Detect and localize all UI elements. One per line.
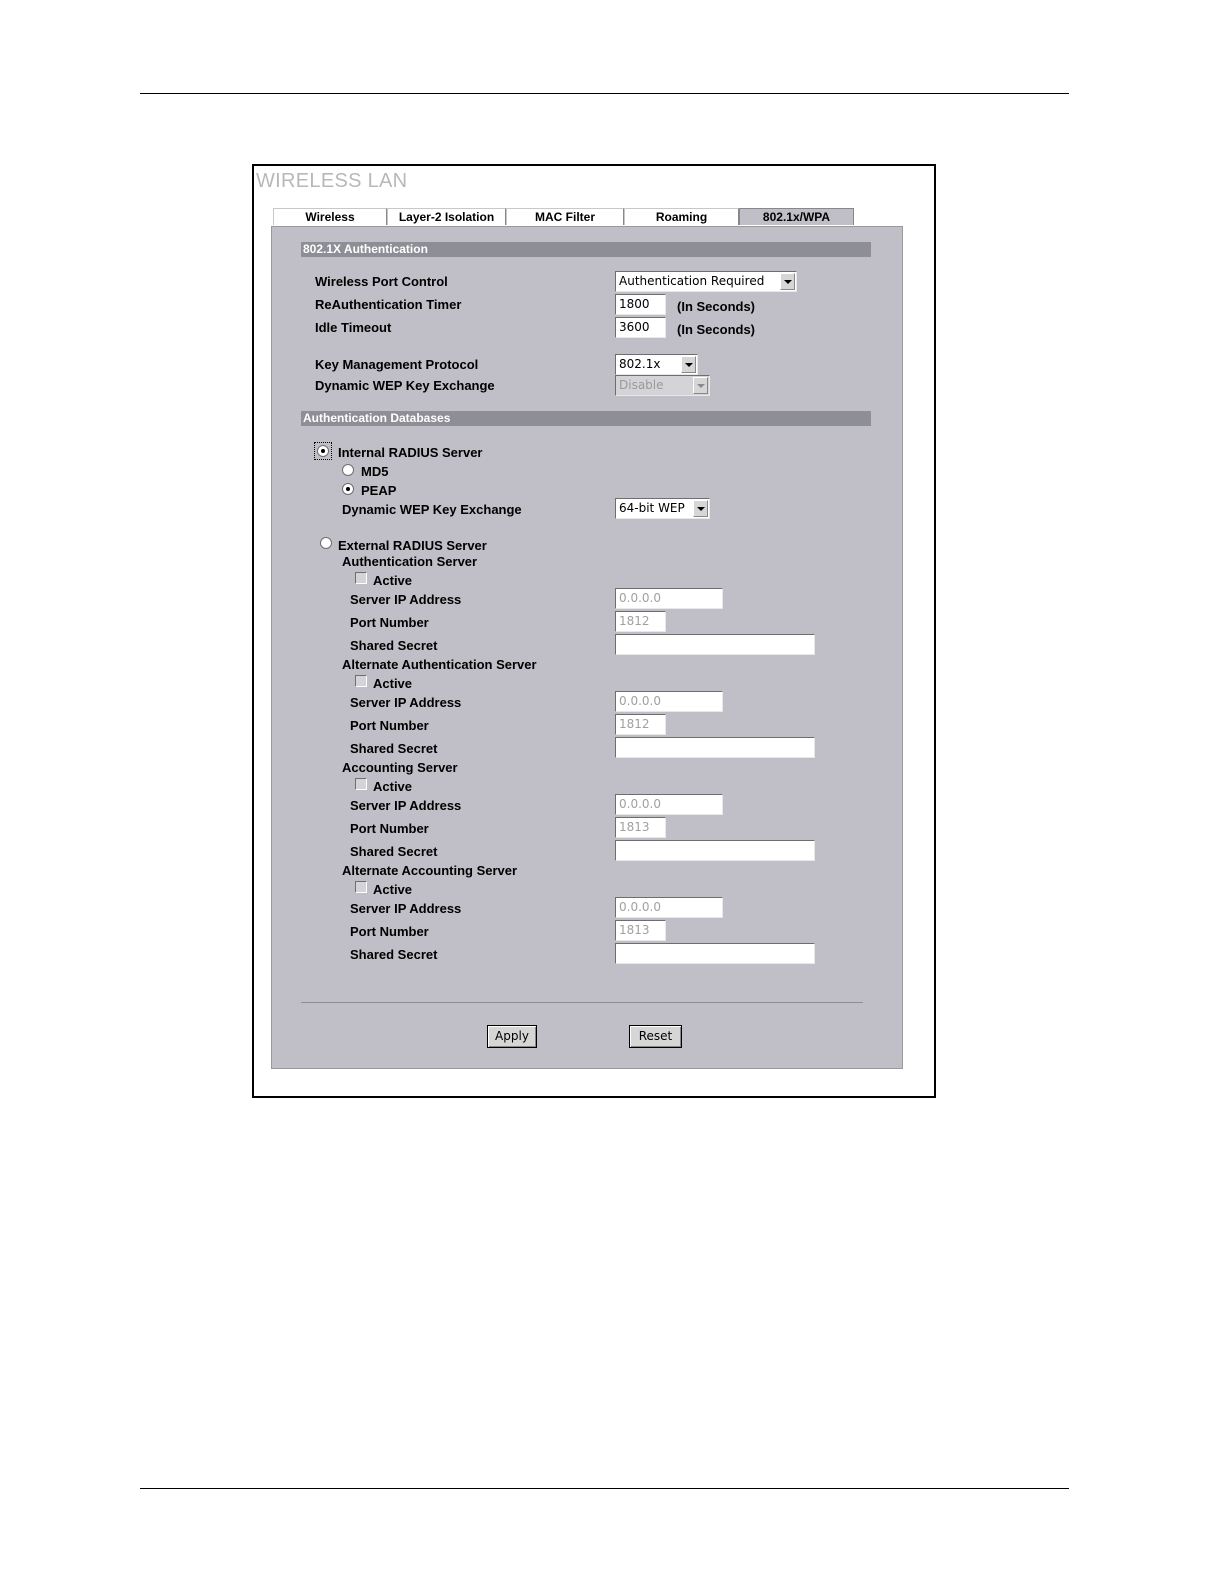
section-header-auth-db: Authentication Databases	[301, 411, 871, 426]
reauth-timer-label: ReAuthentication Timer	[315, 297, 462, 312]
internal-radius-radio[interactable]	[317, 445, 329, 457]
acct-server-secret-input	[615, 840, 815, 861]
tab-label: Wireless	[305, 210, 355, 224]
auth-server-port-label: Port Number	[350, 615, 429, 630]
tab-label: Roaming	[655, 210, 708, 224]
idle-timeout-unit: (In Seconds)	[677, 322, 756, 337]
reauth-timer-unit: (In Seconds)	[677, 299, 756, 314]
reset-button[interactable]: Reset	[629, 1025, 682, 1048]
alt-auth-server-secret-input	[615, 737, 815, 758]
alt-auth-server-port-input: 1812	[615, 714, 666, 735]
chevron-down-icon	[693, 377, 708, 394]
peap-label: PEAP	[361, 483, 397, 498]
acct-server-ip-input: 0.0.0.0	[615, 794, 723, 815]
acct-server-active-checkbox	[355, 778, 367, 790]
tab-label: MAC Filter	[535, 210, 595, 224]
tab-wireless[interactable]	[273, 208, 387, 225]
internal-radius-label: Internal RADIUS Server	[338, 445, 483, 460]
settings-panel	[271, 226, 903, 1069]
port-control-select[interactable]	[615, 271, 797, 292]
acct-server-secret-label: Shared Secret	[350, 844, 438, 859]
tab-mac-filter[interactable]	[506, 208, 624, 225]
key-mgmt-label: Key Management Protocol	[315, 357, 479, 372]
alt-acct-server-secret-label: Shared Secret	[350, 947, 438, 962]
tab-label: Layer-2 Isolation	[398, 210, 495, 224]
auth-server-active-checkbox	[355, 572, 367, 584]
alt-auth-server-title: Alternate Authentication Server	[342, 657, 537, 672]
internal-dyn-wep-select[interactable]	[615, 498, 710, 519]
md5-label: MD5	[361, 464, 389, 479]
alt-acct-server-ip-input: 0.0.0.0	[615, 897, 723, 918]
acct-server-port-input: 1813	[615, 817, 666, 838]
chevron-down-icon	[681, 356, 696, 373]
auth-server-ip-label: Server IP Address	[350, 592, 462, 607]
alt-acct-server-active-label: Active	[373, 882, 413, 897]
alt-acct-server-secret-input	[615, 943, 815, 964]
external-radius-label: External RADIUS Server	[338, 538, 487, 553]
page-title: WIRELESS LAN	[256, 170, 408, 192]
peap-radio[interactable]	[342, 483, 354, 495]
chevron-down-icon	[780, 273, 795, 290]
dyn-wep-select	[615, 375, 710, 396]
tab-bar	[273, 208, 854, 225]
auth-server-port-input: 1812	[615, 611, 666, 632]
tab-8021x-wpa[interactable]	[739, 208, 854, 225]
acct-server-ip-label: Server IP Address	[350, 798, 462, 813]
auth-server-secret-label: Shared Secret	[350, 638, 438, 653]
alt-auth-server-ip-label: Server IP Address	[350, 695, 462, 710]
acct-server-port-label: Port Number	[350, 821, 429, 836]
auth-server-secret-input	[615, 634, 815, 655]
tab-layer2-isolation[interactable]	[387, 208, 506, 225]
internal-dyn-wep-value: 64-bit WEP	[619, 501, 685, 515]
port-control-value: Authentication Required	[619, 274, 765, 288]
alt-acct-server-port-label: Port Number	[350, 924, 429, 939]
dyn-wep-label: Dynamic WEP Key Exchange	[315, 378, 495, 393]
alt-auth-server-ip-input: 0.0.0.0	[615, 691, 723, 712]
alt-auth-server-active-label: Active	[373, 676, 413, 691]
acct-server-active-label: Active	[373, 779, 413, 794]
auth-server-ip-input: 0.0.0.0	[615, 588, 723, 609]
reauth-timer-input[interactable]: 1800	[615, 294, 666, 315]
chevron-down-icon	[693, 500, 708, 517]
alt-auth-server-port-label: Port Number	[350, 718, 429, 733]
alt-acct-server-active-checkbox	[355, 881, 367, 893]
tab-label: 802.1x/WPA	[762, 210, 831, 224]
page-footer-rule	[140, 1488, 1069, 1489]
md5-radio[interactable]	[342, 464, 354, 476]
alt-acct-server-title: Alternate Accounting Server	[342, 863, 518, 878]
key-mgmt-value: 802.1x	[619, 357, 661, 371]
internal-dyn-wep-label: Dynamic WEP Key Exchange	[342, 502, 522, 517]
dyn-wep-value: Disable	[619, 378, 664, 392]
key-mgmt-select[interactable]	[615, 354, 698, 375]
alt-auth-server-active-checkbox	[355, 675, 367, 687]
acct-server-title: Accounting Server	[342, 760, 458, 775]
port-control-label: Wireless Port Control	[315, 274, 448, 289]
apply-button[interactable]: Apply	[487, 1025, 537, 1048]
auth-server-active-label: Active	[373, 573, 413, 588]
auth-server-title: Authentication Server	[342, 554, 478, 569]
section-header-8021x: 802.1X Authentication	[301, 242, 871, 257]
external-radius-radio[interactable]	[320, 537, 332, 549]
idle-timeout-input[interactable]: 3600	[615, 317, 666, 338]
alt-acct-server-port-input: 1813	[615, 920, 666, 941]
idle-timeout-label: Idle Timeout	[315, 320, 392, 335]
section-divider	[301, 1002, 863, 1003]
alt-auth-server-secret-label: Shared Secret	[350, 741, 438, 756]
alt-acct-server-ip-label: Server IP Address	[350, 901, 462, 916]
page-header-rule	[140, 93, 1069, 94]
screenshot-frame	[252, 164, 936, 1098]
tab-roaming[interactable]	[624, 208, 739, 225]
